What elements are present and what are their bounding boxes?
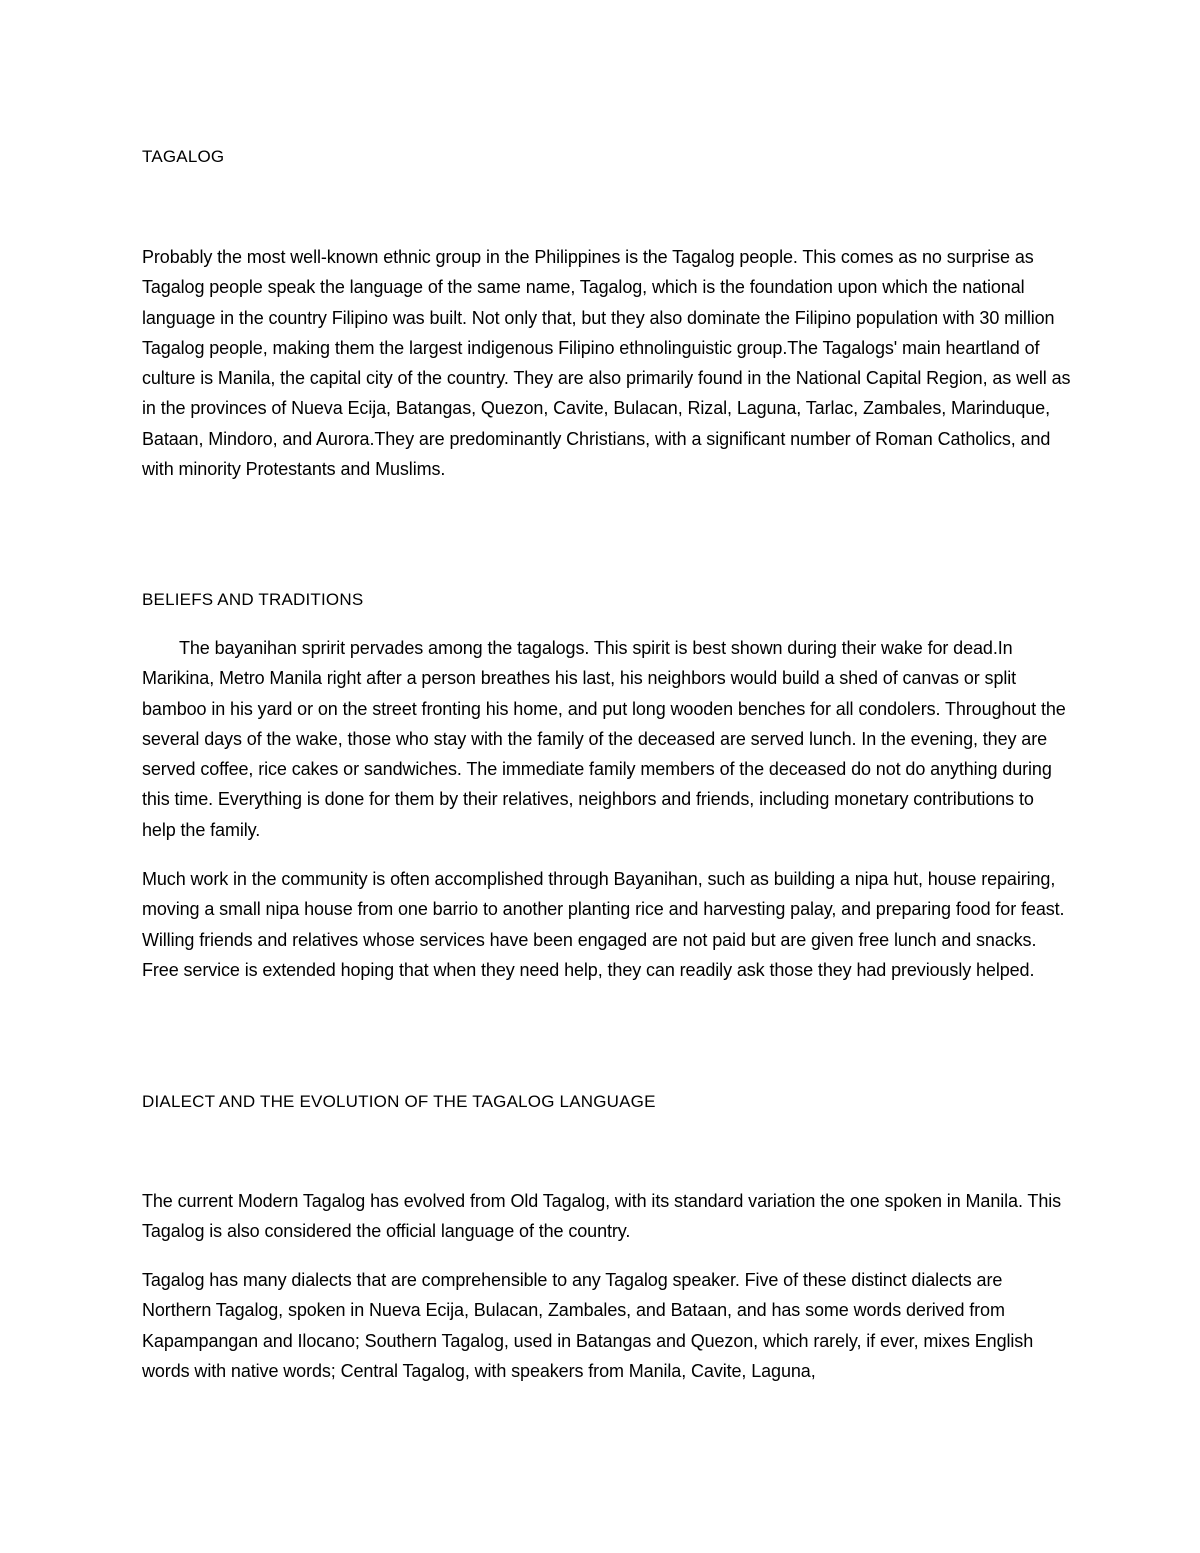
beliefs-paragraph-1: The bayanihan spririt pervades among the tagalogs. This spirit is best shown during their wake for dead.In Marikina, Metro Manila right after a person breathes his last, his neighbors would build a shed of canvas or split bamboo in his yard or on the street fronting his home, and put long wooden benches for all condolers. Throughout the several days of the wake, those who stay with the family of the deceased are served lunch. In the evening, they are served coffee, rice cakes or sandwiches. The immediate family members of the deceased do not do anything during this time. Everything is done for them by their relatives, neighbors and friends, including monetary contributions to help the family. <box>142 638 1066 840</box>
beliefs-heading: BELIEFS AND TRADITIONS <box>142 590 364 609</box>
dialect-paragraph-1: The current Modern Tagalog has evolved from Old Tagalog, with its standard variation the one spoken in Manila. This Tagalog is also considered the official language of the country. <box>142 1191 1062 1242</box>
document-title: TAGALOG <box>142 147 225 166</box>
beliefs-paragraph-2: Much work in the community is often accomplished through Bayanihan, such as building a nipa hut, house repairing, moving a small nipa house from one barrio to another planting rice and harvesting palay, and preparing food for feast. Willing friends and relatives whose services have been engaged are not paid but are given free lunch and snacks. Free service is extended hoping that when they need help, they can readily ask those they had previously helped. <box>142 869 1065 980</box>
dialect-paragraph-2: Tagalog has many dialects that are comprehensible to any Tagalog speaker. Five of these distinct dialects are Northern Tagalog, spoken in Nueva Ecija, Bulacan, Zambales, and Bataan, and has some words derived from Kapampangan and Ilocano; Southern Tagalog, used in Batangas and Quezon, which rarely, if ever, mixes English words with native words; Central Tagalog, with speakers from Manila, Cavite, Laguna, <box>142 1270 1034 1381</box>
dialect-heading: DIALECT AND THE EVOLUTION OF THE TAGALOG LANGUAGE <box>142 1092 656 1111</box>
intro-paragraph: Probably the most well-known ethnic group in the Philippines is the Tagalog people. This comes as no surprise as Tagalog people speak the language of the same name, Tagalog, which is the foundation upon which the national language in the country Filipino was built. Not only that, but they also dominate the Filipino population with 30 million Tagalog people, making them the largest indigenous Filipino ethnolinguistic group.The Tagalogs' main heartland of culture is Manila, the capital city of the country. They are also primarily found in the National Capital Region, as well as in the provinces of Nueva Ecija, Batangas, Quezon, Cavite, Bulacan, Rizal, Laguna, Tarlac, Zambales, Marinduque, Bataan, Mindoro, and Aurora.They are predominantly Christians, with a significant number of Roman Catholics, and with minority Protestants and Muslims. <box>142 247 1071 480</box>
